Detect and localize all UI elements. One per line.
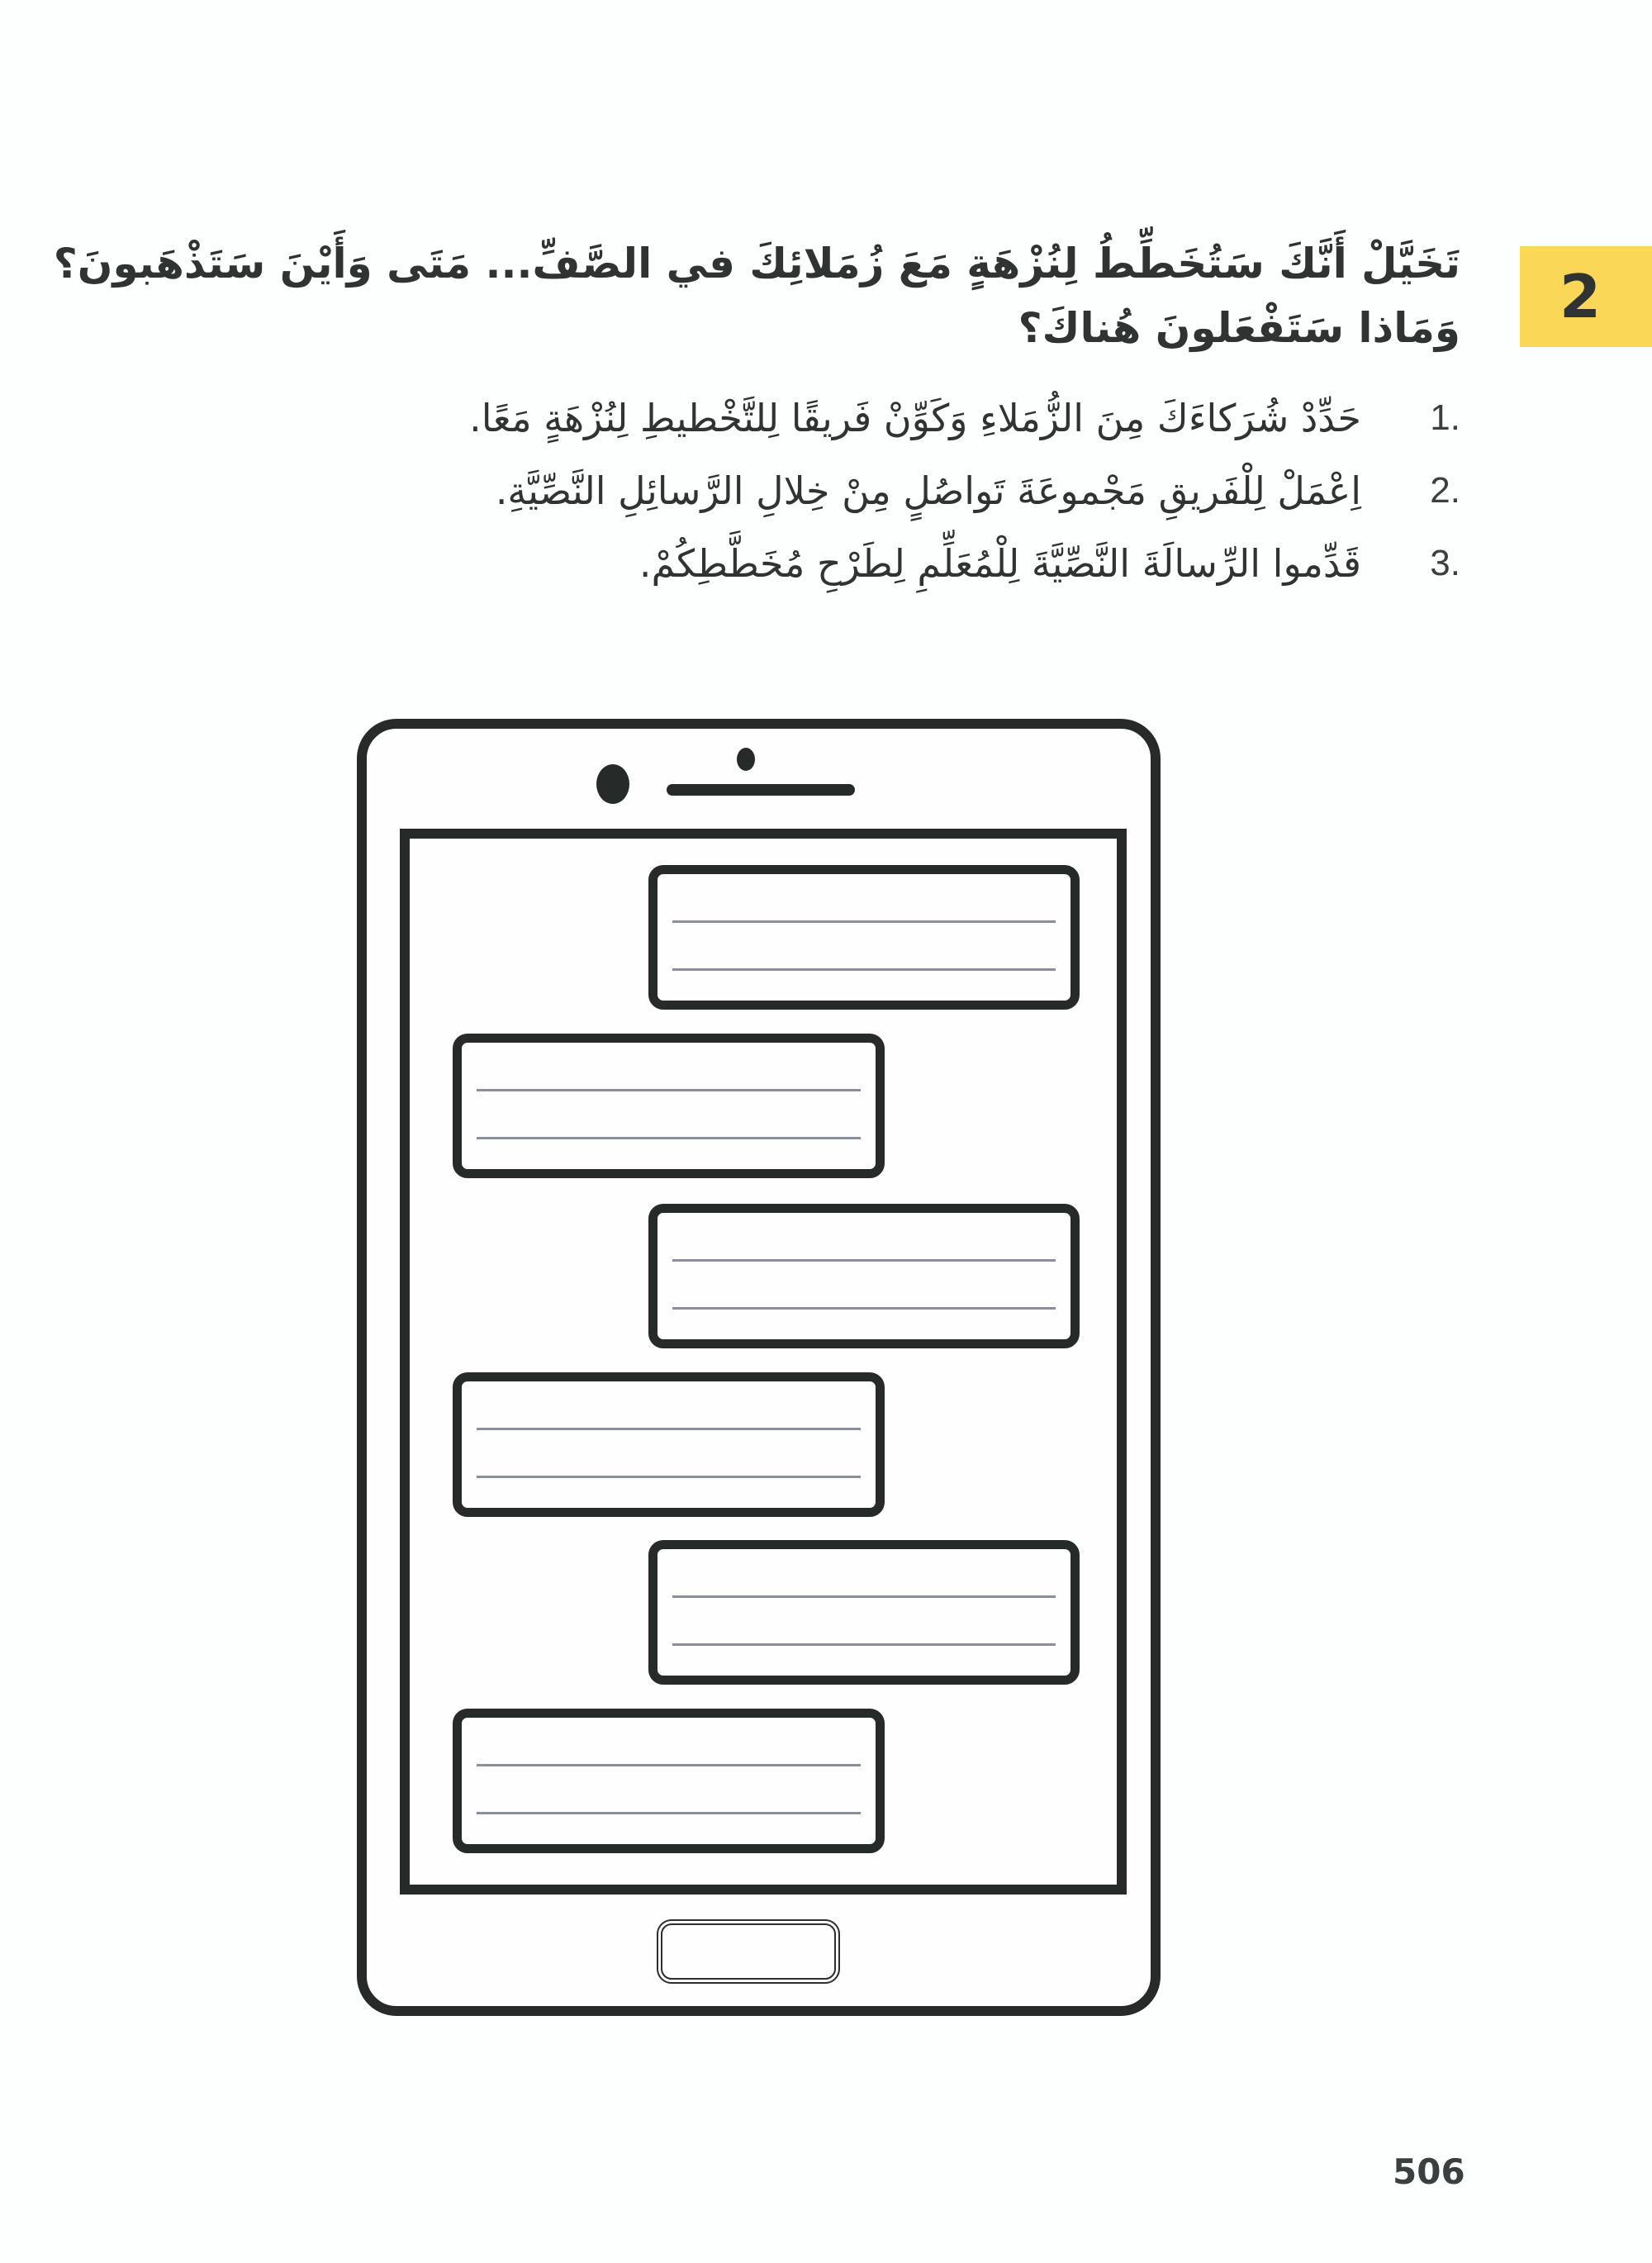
instruction-list	[221, 382, 1460, 600]
writing-line	[477, 1812, 861, 1814]
instruction-text: حَدِّدْ شُرَكاءَكَ مِنَ الزُّمَلاءِ وَكَوِّنْ فَريقًا لِلتَّخْطيطِ لِنُزْهَةٍ مَعًا.	[469, 396, 1361, 440]
phone-speaker-icon	[667, 784, 855, 796]
prompt-line-2: وَمَاذا سَتَفْعَلونَ هُناكَ؟	[1018, 304, 1460, 352]
writing-line	[672, 1643, 1056, 1646]
phone-sensor-icon	[737, 748, 755, 771]
message-bubble-writing-area[interactable]	[648, 1204, 1080, 1348]
message-bubble-writing-area[interactable]	[453, 1372, 885, 1517]
exercise-number: 2	[1559, 262, 1602, 331]
instruction-number: 2.	[1430, 470, 1460, 511]
phone-home-button-icon	[657, 1919, 840, 1984]
writing-line	[477, 1089, 861, 1091]
page-number: 506	[1393, 2151, 1465, 2192]
instruction-text: اِعْمَلْ لِلْفَريقِ مَجْموعَةَ تَواصُلٍ مِنْ خِلالِ الرَّسائِلِ النَّصِّيَّةِ.	[495, 468, 1361, 513]
instruction-item	[221, 454, 1460, 527]
message-bubble-writing-area[interactable]	[648, 865, 1080, 1010]
exercise-prompt	[53, 231, 1460, 360]
writing-line	[477, 1137, 861, 1139]
writing-line	[672, 1307, 1056, 1310]
message-bubble-writing-area[interactable]	[453, 1034, 885, 1178]
writing-line	[477, 1764, 861, 1766]
instruction-number: 3.	[1430, 543, 1460, 583]
instruction-text: قَدِّموا الرِّسالَةَ النَّصِّيَّةَ لِلْمُعَلِّمِ لِطَرْحِ مُخَطَّطِكُمْ.	[638, 541, 1361, 586]
phone-camera-icon	[596, 764, 629, 804]
writing-line	[477, 1428, 861, 1430]
writing-line	[672, 1595, 1056, 1598]
message-bubble-writing-area[interactable]	[648, 1540, 1080, 1685]
prompt-line-1: تَخَيَّلْ أَنَّكَ سَتُخَطِّطُ لِنُزْهَةٍ مَعَ زُمَلائِكَ في الصَّفِّ... مَتَى وَأَيْنَ سَتَذْهَبونَ؟	[53, 240, 1460, 288]
instruction-item	[221, 527, 1460, 600]
writing-line	[672, 1259, 1056, 1262]
exercise-number-badge	[1520, 246, 1652, 347]
bleed-through-header	[1074, 0, 1652, 83]
instruction-number: 1.	[1430, 397, 1460, 438]
writing-line	[672, 968, 1056, 971]
writing-line	[672, 920, 1056, 923]
instruction-item	[221, 382, 1460, 454]
writing-line	[477, 1476, 861, 1478]
message-bubble-writing-area[interactable]	[453, 1709, 885, 1853]
